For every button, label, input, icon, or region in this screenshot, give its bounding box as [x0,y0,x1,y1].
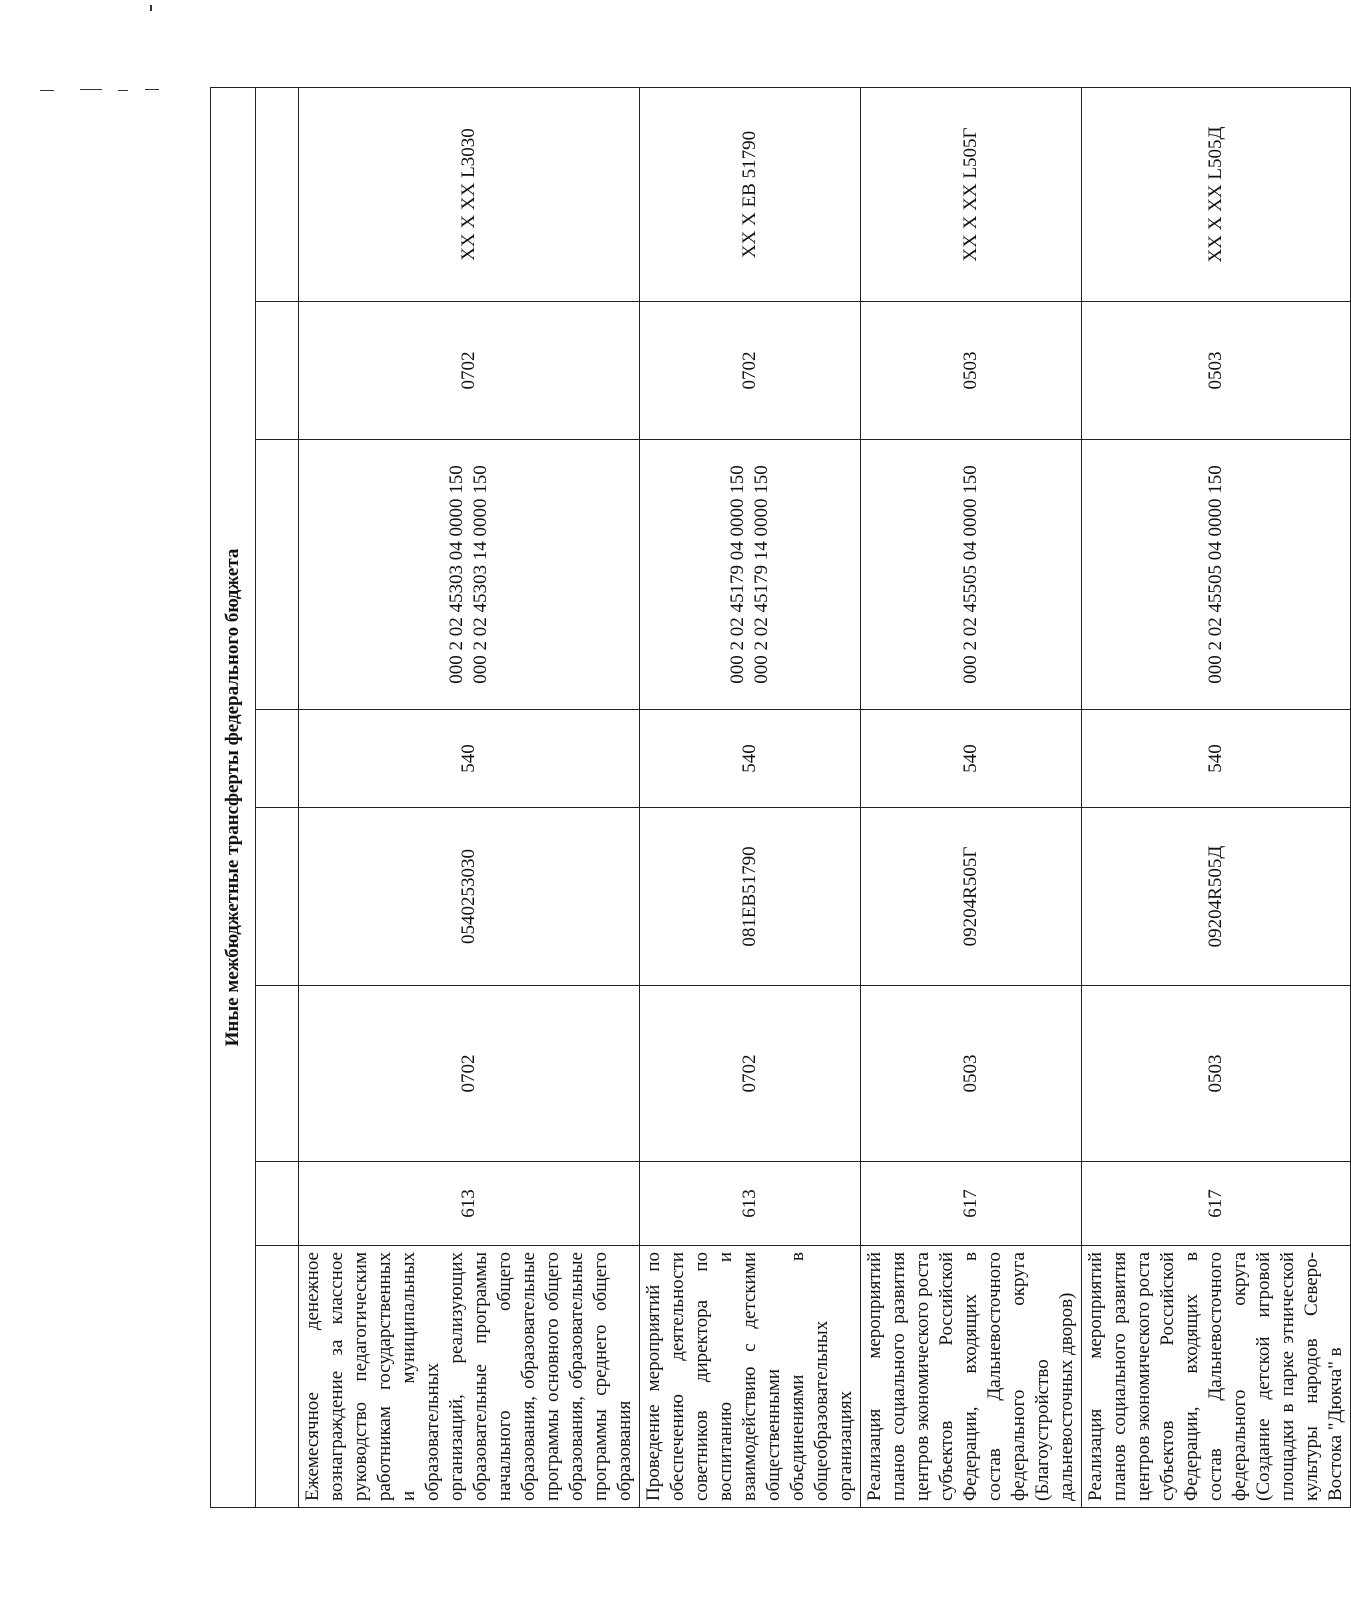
row-income-codes [299,440,640,710]
row-description: Реализация мероприятий планов социального развития центров экономического роста субъектов Российской Федерации, входящих в состав Дальневосточного федерального округа (Создание детской игровой площадки в парке этнической культуры народов Северо-Востока "Дюкча" в [1082,1246,1351,1508]
scan-speck [80,89,102,90]
row-csr: 09204R505Г [861,808,1082,986]
row-code-recipient: XX X XX L505Г [861,87,1082,301]
row-description: Ежемесячное денежное вознаграждение за классное руководство педагогическим работникам государственных и муниципальных образовательных организаций, реализующих образовательные программы начального общего образования, образовательные программы основного общего образования, образовательные программы среднего общего образования [299,1246,640,1508]
scan-speck [118,90,128,91]
row-rzpr: 0503 [1082,986,1351,1162]
row-kvr: 540 [640,710,861,808]
row-vr: 613 [299,1162,640,1246]
income-code: 000 2 02 45179 14 0000 150 [751,465,772,684]
scan-speck [150,5,152,11]
row-income-codes [1082,440,1351,710]
row-description: Реализация мероприятий планов социального развития центров экономического роста субъектов Российской Федерации, входящих в состав Дальневосточного федерального округа (Благоустройство дальневосточных дворов) [861,1246,1082,1508]
row-rzpr-recipient: 0503 [861,302,1082,440]
row-kvr: 540 [299,710,640,808]
row-rzpr-recipient: 0702 [640,302,861,440]
row-vr: 617 [861,1162,1082,1246]
table-row [640,87,861,1507]
row-income-codes [640,440,861,710]
row-vr: 617 [1082,1162,1351,1246]
row-rzpr-recipient: 0503 [1082,302,1351,440]
transfers-table [210,87,1351,1508]
income-code: 000 2 02 45505 04 0000 150 [1205,465,1226,684]
income-code: 000 2 02 45179 04 0000 150 [727,465,748,684]
scan-speck [40,90,54,91]
row-income-codes [861,440,1082,710]
row-rzpr: 0702 [299,986,640,1162]
row-kvr: 540 [861,710,1082,808]
rotated-page [210,88,1346,1508]
scan-speck [145,89,159,90]
section-title: Иные межбюджетные трансферты федерального бюджета [211,87,256,1507]
row-code-recipient: XX X XX L3030 [299,87,640,301]
table-row [1082,87,1351,1507]
row-code-recipient: XX X EB 51790 [640,87,861,301]
table-row [299,87,640,1507]
blank-row [256,87,299,1507]
income-code: 000 2 02 45303 14 0000 150 [470,465,491,684]
row-kvr: 540 [1082,710,1351,808]
row-csr: 0540253030 [299,808,640,986]
income-code: 000 2 02 45303 04 0000 150 [446,465,467,684]
table-row [861,87,1082,1507]
row-rzpr-recipient: 0702 [299,302,640,440]
row-rzpr: 0503 [861,986,1082,1162]
row-csr: 09204R505Д [1082,808,1351,986]
row-rzpr: 0702 [640,986,861,1162]
income-code: 000 2 02 45505 04 0000 150 [960,465,981,684]
row-vr: 613 [640,1162,861,1246]
row-description: Проведение мероприятий по обеспечению деятельности советников директора по воспитанию и взаимодействию с детскими общественными объединениями в общеобразовательных организациях [640,1246,861,1508]
row-code-recipient: XX X XX L505Д [1082,87,1351,301]
row-csr: 081EB51790 [640,808,861,986]
